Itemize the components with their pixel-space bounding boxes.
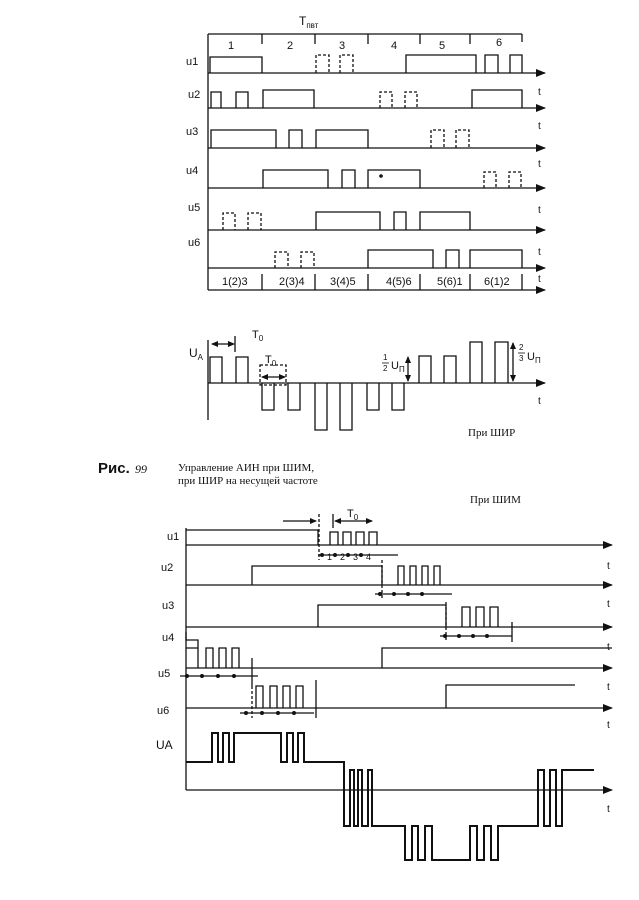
u4-pulse <box>342 170 355 188</box>
svg-text:2: 2 <box>383 364 388 373</box>
svg-text:2: 2 <box>519 343 524 352</box>
u1-pulse-dashed <box>340 55 353 73</box>
state-label: 3(4)5 <box>330 276 356 288</box>
u2-pulse <box>263 90 314 108</box>
label-u2: u2 <box>188 89 201 101</box>
u3-pulse-dashed <box>431 130 444 148</box>
caption-line-2: при ШИР на несущей частоте <box>178 475 318 487</box>
u6-pulse-dashed <box>275 252 288 268</box>
label-u1: u1 <box>186 56 199 68</box>
u6-pulse-dashed <box>301 252 314 268</box>
svg-text:T0: $T_0$ <box>265 354 277 368</box>
svg-text:t: t <box>607 561 610 572</box>
svg-text:3: 3 <box>353 552 359 562</box>
shir-mode-label: При ШИР <box>468 427 516 439</box>
label-u5: u5 <box>188 202 201 214</box>
svg-text:t: t <box>607 804 610 815</box>
svg-text:t: t <box>538 205 541 216</box>
u4-pulse-dashed <box>509 172 521 188</box>
u3-pulse <box>289 130 302 148</box>
u2-pulse <box>211 92 221 108</box>
u2-pulse <box>472 90 522 108</box>
label-u3: u3 <box>186 126 199 138</box>
state-label: 4(5)6 <box>386 276 412 288</box>
u2-pulse-dashed <box>405 92 417 108</box>
svg-text:T0: $T_0$ <box>347 508 359 522</box>
label-u6: u6 <box>157 705 170 717</box>
svg-text:t: t <box>607 642 610 653</box>
svg-text:t: t <box>538 87 541 98</box>
state-label: 5(6)1 <box>437 276 463 288</box>
u3-pulse-dashed <box>456 130 469 148</box>
svg-text:UП: $U_П$ <box>527 351 541 365</box>
svg-text:t: t <box>538 396 541 407</box>
label-ua: $U_A$ <box>189 346 204 362</box>
label-u5: u5 <box>158 668 171 680</box>
caption-line-1: Управление АИН при ШИМ, <box>178 462 315 474</box>
u5-pulse-dashed <box>223 213 235 230</box>
top-diagram <box>208 34 545 430</box>
u4-pulse <box>368 170 420 188</box>
u3-pulse <box>211 130 276 148</box>
ua-negative-pulses <box>367 383 404 410</box>
svg-text:t: t <box>538 247 541 258</box>
state-label: 6(1)2 <box>484 276 510 288</box>
ua-negative-pulses <box>262 383 300 410</box>
u1-level <box>186 530 318 545</box>
figure-number: 99 <box>135 462 147 476</box>
state-label: 1(2)3 <box>222 276 248 288</box>
u1-pulse-dashed <box>316 55 329 73</box>
ua-positive-pulses <box>419 356 456 383</box>
svg-text:Tпвт: $T_{пвт}$ <box>299 14 319 30</box>
u1-pulse <box>485 55 498 73</box>
u1-pulse <box>406 55 476 73</box>
svg-text:UП: $U_П$ <box>391 360 405 374</box>
svg-text:t: t <box>607 682 610 693</box>
u4-pulse <box>263 170 328 188</box>
ua-positive-pulses <box>210 357 248 383</box>
u1-pulse <box>210 57 262 73</box>
svg-text:t: t <box>538 121 541 132</box>
svg-text:4: 4 <box>391 40 398 52</box>
svg-text:2: 2 <box>287 40 294 52</box>
u5-pulse <box>316 212 380 230</box>
svg-text:3: 3 <box>339 40 346 52</box>
figure-caption <box>178 462 318 488</box>
ua-positive-pulses <box>470 342 508 383</box>
u1-pulse <box>510 55 522 73</box>
svg-text:5: 5 <box>439 40 446 52</box>
svg-text:T0: $T_0$ <box>252 329 264 343</box>
svg-text:1: 1 <box>383 353 388 362</box>
svg-text:3: 3 <box>519 354 524 363</box>
svg-text:t: t <box>607 599 610 610</box>
svg-text:t: t <box>538 159 541 170</box>
ua-negative-pulses <box>315 383 352 430</box>
svg-text:1: 1 <box>327 552 333 562</box>
shim-mode-label: При ШИМ <box>470 494 521 506</box>
label-u4: u4 <box>186 165 199 177</box>
u3-pulse <box>316 130 368 148</box>
u6-pulse <box>368 250 433 268</box>
state-label: 2(3)4 <box>279 276 305 288</box>
label-u1: u1 <box>167 531 180 543</box>
figure-label: Рис. <box>98 460 130 477</box>
u2-pulse-dashed <box>380 92 392 108</box>
label-u3: u3 <box>162 600 175 612</box>
u4-pulse-dashed <box>484 172 496 188</box>
label-ua: UA <box>156 738 173 752</box>
svg-text:t: t <box>607 720 610 731</box>
u6-pulse <box>446 250 459 268</box>
label-u4: u4 <box>162 632 175 644</box>
u5-pulse-dashed <box>248 213 261 230</box>
svg-text:6: 6 <box>496 37 503 49</box>
svg-text:2: 2 <box>340 552 346 562</box>
label-u6: u6 <box>188 237 201 249</box>
ua-waveform <box>186 733 594 860</box>
u5-pulse <box>420 212 470 230</box>
u5-level <box>446 685 575 708</box>
u2-pulse <box>236 92 248 108</box>
u6-pulse <box>470 250 522 268</box>
svg-text:1: 1 <box>228 40 235 52</box>
label-u2: u2 <box>161 562 174 574</box>
svg-text:t: t <box>538 274 541 285</box>
svg-text:4: 4 <box>366 552 372 562</box>
bottom-labels <box>156 508 610 815</box>
bottom-diagram <box>180 514 612 860</box>
u5-pulse <box>394 212 406 230</box>
